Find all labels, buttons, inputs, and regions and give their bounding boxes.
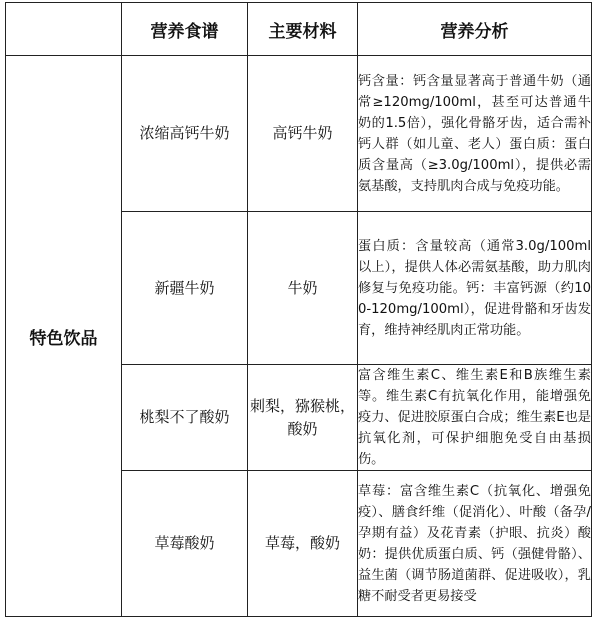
nutrition-table — [5, 2, 592, 617]
materials-cell: 高钙牛奶 — [248, 56, 358, 212]
materials-cell: 草莓，酸奶 — [248, 471, 358, 617]
header-materials: 主要材料 — [248, 3, 358, 56]
category-cell: 特色饮品 — [6, 56, 122, 617]
header-category-cell — [6, 3, 122, 56]
recipe-cell: 新疆牛奶 — [122, 212, 248, 365]
header-analysis: 营养分析 — [358, 3, 592, 56]
materials-cell: 牛奶 — [248, 212, 358, 365]
header-row — [6, 3, 592, 56]
table-row — [6, 56, 592, 212]
materials-cell: 刺梨，猕猴桃，酸奶 — [248, 365, 358, 471]
analysis-cell: 蛋白质：含量较高（通常3.0g/100ml以上），提供人体必需氨基酸，助力肌肉修复与免疫功能。钙：丰富钙源（约100-120mg/100ml），促进骨骼和牙齿发育，维持神经肌肉正常功能。 — [358, 212, 592, 365]
analysis-cell: 钙含量：钙含量显著高于普通牛奶（通常≥120mg/100ml，甚至可达普通牛奶的1.5倍），强化骨骼牙齿，适合需补钙人群（如儿童、老人）蛋白质：蛋白质含量高（≥3.0g/100ml），提供必需氨基酸，支持肌肉合成与免疫功能。 — [358, 56, 592, 212]
header-recipe: 营养食谱 — [122, 3, 248, 56]
recipe-cell: 桃梨不了酸奶 — [122, 365, 248, 471]
analysis-cell: 富含维生素C、维生素E和B族维生素等。维生素C有抗氧化作用，能增强免疫力、促进胶原蛋白合成；维生素E也是抗氧化剂，可保护细胞免受自由基损伤。 — [358, 365, 592, 471]
analysis-cell: 草莓：富含维生素C（抗氧化、增强免疫）、膳食纤维（促消化）、叶酸（备孕/孕期有益）及花青素（护眼、抗炎）酸奶：提供优质蛋白质、钙（强健骨骼）、益生菌（调节肠道菌群、促进吸收），乳糖不耐受者更易接受 — [358, 471, 592, 617]
recipe-cell: 草莓酸奶 — [122, 471, 248, 617]
recipe-cell: 浓缩高钙牛奶 — [122, 56, 248, 212]
